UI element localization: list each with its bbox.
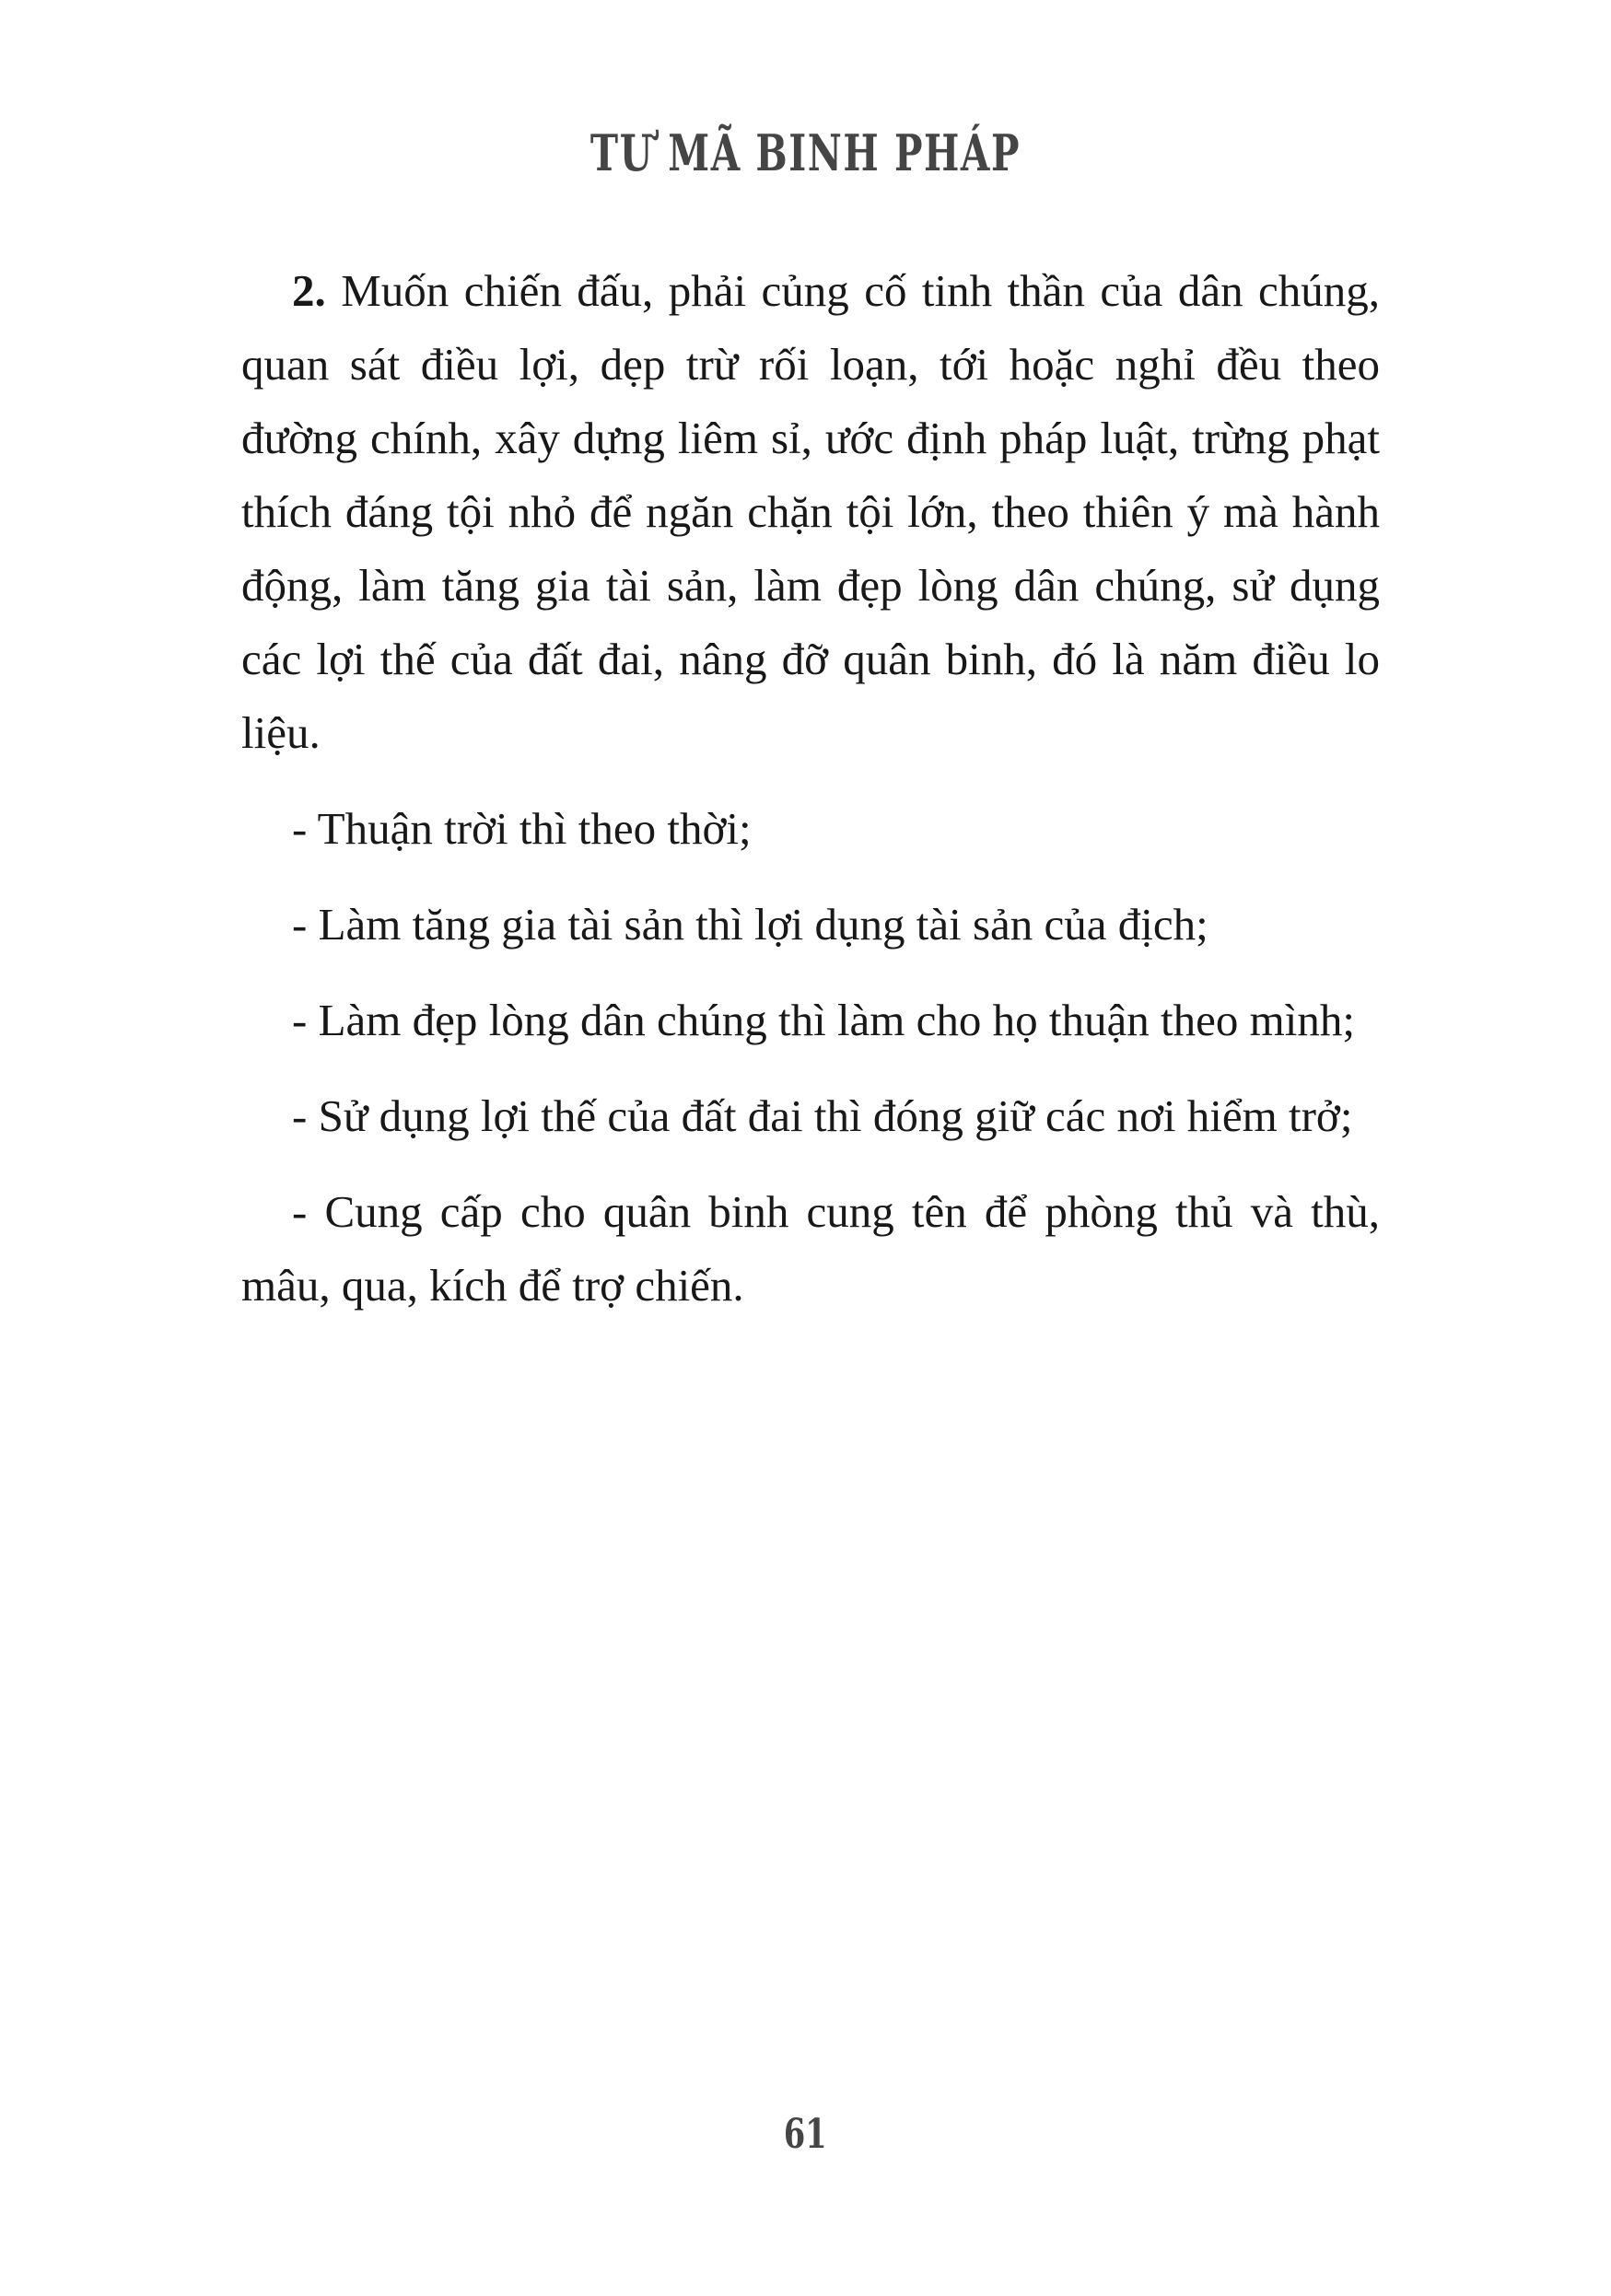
bullet-item-1 xyxy=(241,792,1380,866)
running-header-title: TƯ MÃ BINH PHÁP xyxy=(590,123,1021,183)
running-header xyxy=(0,123,1611,183)
bullet-item-2 xyxy=(241,888,1380,962)
bullet-item-3 xyxy=(241,984,1380,1057)
paragraph-2 xyxy=(241,254,1380,770)
paragraph-number: 2. xyxy=(292,265,326,316)
bullet-item-4-text: - Sử dụng lợi thế của đất đai thì đóng giữ các nơi hiểm trở; xyxy=(292,1090,1353,1141)
bullet-item-1-text: - Thuận trời thì theo thời; xyxy=(292,803,752,854)
page-number xyxy=(0,2109,1611,2158)
bullet-item-3-text: - Làm đẹp lòng dân chúng thì làm cho họ thuận theo mình; xyxy=(292,995,1355,1045)
bullet-item-4 xyxy=(241,1079,1380,1153)
bullet-item-2-text: - Làm tăng gia tài sản thì lợi dụng tài sản của địch; xyxy=(292,899,1208,950)
bullet-item-5 xyxy=(241,1175,1380,1323)
bullet-item-5-text: - Cung cấp cho quân binh cung tên để phòng thủ và thù, mâu, qua, kích để trợ chiến. xyxy=(241,1186,1380,1311)
page-number-value: 61 xyxy=(784,2109,827,2158)
paragraph-text: Muốn chiến đấu, phải củng cố tinh thần của dân chúng, quan sát điều lợi, dẹp trừ rối loạn, tới hoặc nghỉ đều theo đường chính, xây dựng liêm sỉ, ước định pháp luật, trừng phạt thích đáng tội nhỏ để ngăn chặn tội lớn, theo thiên ý mà hành động, làm tăng gia tài sản, làm đẹp lòng dân chúng, sử dụng các lợi thế của đất đai, nâng đỡ quân binh, đó là năm điều lo liệu. xyxy=(241,265,1381,758)
page-text-block xyxy=(241,254,1380,1345)
